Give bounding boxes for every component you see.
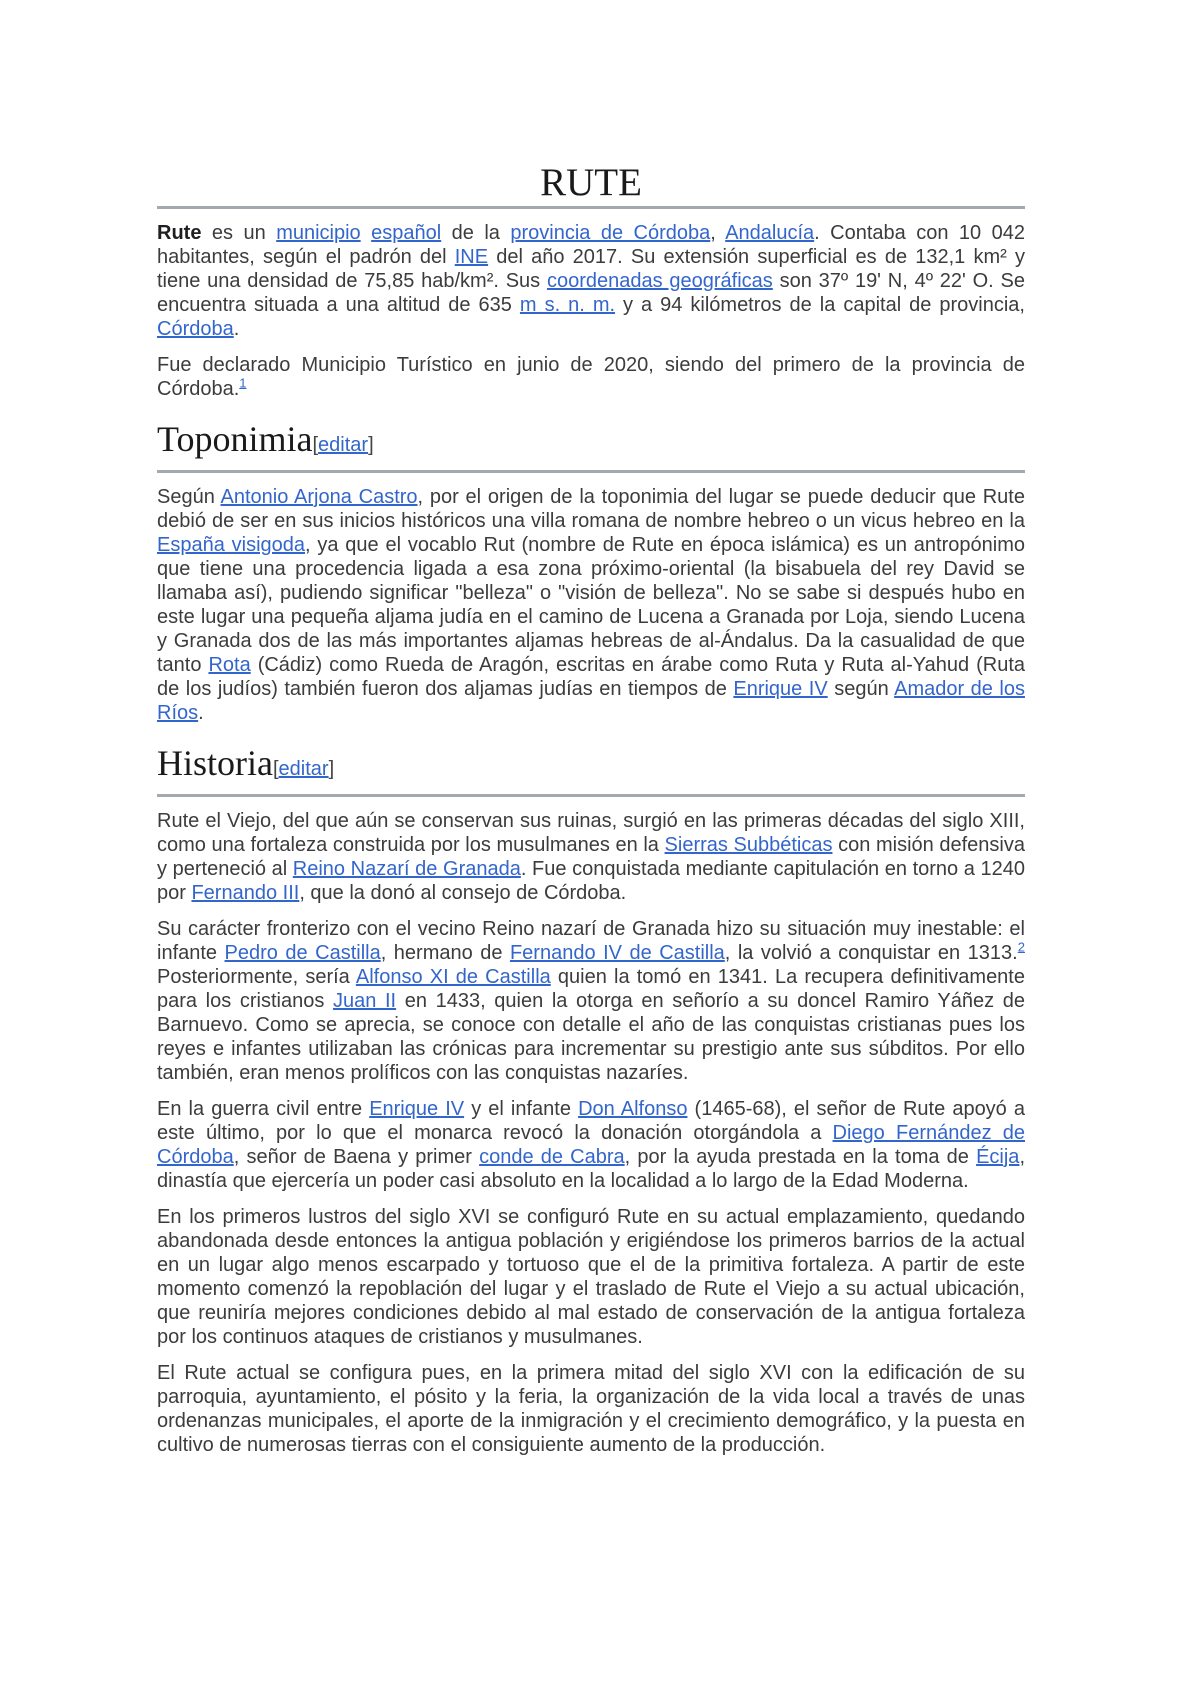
text-run: Según bbox=[157, 486, 221, 508]
paragraph bbox=[157, 485, 1025, 725]
paragraph bbox=[157, 1361, 1025, 1457]
wiki-link[interactable]: Don Alfonso bbox=[578, 1098, 688, 1120]
text-run: Rute el Viejo, del que aún se conservan sus ruinas, surgió en las primeras décadas del siglo XIII, como una fortaleza construida por los musulmanes en la bbox=[157, 810, 1025, 856]
edit-bracket-close: ] bbox=[328, 758, 335, 780]
wiki-link[interactable]: Reino Nazarí de Granada bbox=[292, 858, 521, 880]
text-run: Su carácter fronterizo con el vecino Reino nazarí de Granada hizo su situación muy inestable: el infante bbox=[157, 918, 1025, 964]
paragraph bbox=[157, 809, 1025, 905]
wiki-link[interactable]: Fernando IV de Castilla bbox=[509, 942, 725, 964]
section-heading-historia bbox=[157, 743, 1025, 797]
text-run: es un bbox=[201, 222, 277, 244]
paragraph bbox=[157, 353, 1025, 401]
text-run: , que la donó al consejo de Córdoba. bbox=[299, 882, 627, 904]
edit-bracket-open: [ bbox=[312, 434, 319, 456]
text-run: . bbox=[198, 702, 204, 724]
wiki-link[interactable]: Alfonso XI de Castilla bbox=[355, 966, 551, 988]
wiki-link[interactable]: INE bbox=[454, 246, 489, 268]
wiki-link[interactable]: Écija bbox=[976, 1146, 1020, 1168]
section-toponimia bbox=[157, 419, 1025, 725]
text-run bbox=[361, 222, 371, 244]
wiki-link[interactable]: Pedro de Castilla bbox=[224, 942, 381, 964]
edit-bracket-close: ] bbox=[368, 434, 374, 456]
text-run: , por la ayuda prestada en la toma de bbox=[624, 1146, 977, 1168]
text-run: Fue declarado Municipio Turístico en junio de 2020, siendo del primero de la provincia de Córdoba. bbox=[157, 354, 1025, 400]
text-run: En la guerra civil entre bbox=[157, 1098, 370, 1120]
section-historia bbox=[157, 743, 1025, 1457]
text-run: (1465-68), el señor de Rute apoyó a este último, por lo que el monarca revocó la donación otorgándola a bbox=[157, 1098, 1026, 1144]
text-run: de la bbox=[441, 222, 511, 244]
text-run: quien la tomó en 1341. La recupera definitivamente para los cristianos bbox=[157, 966, 1025, 1012]
edit-link[interactable]: editar bbox=[318, 434, 369, 456]
bold-text: Rute bbox=[157, 222, 202, 244]
paragraph bbox=[157, 221, 1025, 341]
text-run: según bbox=[827, 678, 895, 700]
text-run: , por el origen de la toponimia del lugar se puede deducir que Rute debió de ser en sus inicios históricos una villa romana de nombre hebreo o un vicus hebreo en la bbox=[157, 486, 1025, 532]
text-run: (Cádiz) como Rueda de Aragón, escritas en árabe como Ruta y Ruta al-Yahud (Ruta de los judíos) también fueron dos aljamas judías en tiempos de bbox=[157, 654, 1026, 700]
wiki-link[interactable]: Enrique IV bbox=[369, 1098, 465, 1120]
text-run: , dinastía que ejercería un poder casi absoluto en la localidad a lo largo de la Edad Moderna. bbox=[157, 1146, 1025, 1192]
wiki-link[interactable]: Rota bbox=[208, 654, 251, 676]
section-title: Toponimia bbox=[157, 419, 313, 459]
text-run: , la volvió a conquistar en 1313. bbox=[724, 942, 1018, 964]
text-run: Posteriormente, sería bbox=[157, 966, 356, 988]
wiki-link[interactable]: Diego Fernández de Córdoba bbox=[157, 1122, 1026, 1168]
text-run: en 1433, quien la otorga en señorío a su doncel Ramiro Yáñez de Barnuevo. Como se aprecia, se conoce con detalle el año de las conquistas cristianas pues los reyes e infantes utilizaban las crónicas para incrementar su prestigio ante sus súbditos. Por ello también, eran menos prolíficos con las conquistas nazaríes. bbox=[157, 990, 1025, 1084]
text-run: son 37º 19' N, 4º 22' O. Se encuentra situada a una altitud de 635 bbox=[157, 270, 1025, 316]
wiki-link[interactable]: español bbox=[371, 222, 442, 244]
text-run: , bbox=[710, 222, 726, 244]
text-run: del año 2017. Su extensión superficial es de 132,1 km² y tiene una densidad de 75,85 hab/km². Sus bbox=[157, 246, 1025, 292]
wiki-link[interactable]: Córdoba bbox=[157, 318, 234, 340]
text-run: con misión defensiva y perteneció al bbox=[157, 834, 1025, 880]
section-heading-toponimia bbox=[157, 419, 1025, 473]
section-intro bbox=[157, 221, 1025, 401]
text-run: . bbox=[233, 318, 240, 340]
edit-section bbox=[273, 758, 334, 780]
paragraph bbox=[157, 1205, 1025, 1349]
text-run: , hermano de bbox=[380, 942, 510, 964]
wiki-link[interactable]: Juan II bbox=[332, 990, 397, 1012]
reference-link[interactable]: 2 bbox=[1017, 939, 1025, 955]
text-run: . Fue conquistada mediante capitulación en torno a 1240 por bbox=[157, 858, 1025, 904]
wiki-link[interactable]: Antonio Arjona Castro bbox=[220, 486, 418, 508]
edit-bracket-open: [ bbox=[272, 758, 279, 780]
text-run: El Rute actual se configura pues, en la primera mitad del siglo XVI con la edificación de su parroquia, ayuntamiento, el pósito y la feria, la organización de la vida local a través de unas ordenanzas municipales, el aporte de la inmigración y el crecimiento demográfico, y la puesta en cultivo de numerosas tierras con el consiguiente aumento de la producción. bbox=[157, 1362, 1025, 1456]
page-title: RUTE bbox=[157, 162, 1025, 209]
article-body bbox=[157, 221, 1025, 1457]
edit-section bbox=[312, 434, 373, 456]
text-run: . Contaba con 10 042 habitantes, según el padrón del bbox=[157, 222, 1025, 268]
text-run: , ya que el vocablo Rut (nombre de Rute en época islámica) es un antropónimo que tiene una procedencia ligada a esa zona próximo-oriental (la bisabuela del rey David se llamaba así), pudiendo significar "belleza" o "visión de belleza". No se sabe si después hubo en este lugar una pequeña aljama judía en el camino de Lucena a Granada por Loja, siendo Lucena y Granada dos de las más importantes aljamas hebreas de al-Ándalus. Da la casualidad de que tanto bbox=[157, 534, 1025, 676]
wiki-link[interactable]: coordenadas geográficas bbox=[546, 270, 773, 292]
text-run: , señor de Baena y primer bbox=[233, 1146, 480, 1168]
wiki-link[interactable]: Fernando III bbox=[191, 882, 300, 904]
wiki-link[interactable]: conde de Cabra bbox=[479, 1146, 625, 1168]
wiki-link[interactable]: m s. n. m. bbox=[519, 294, 616, 316]
wiki-link[interactable]: Sierras Subbéticas bbox=[664, 834, 833, 856]
reference-link[interactable]: 1 bbox=[239, 375, 247, 391]
edit-link[interactable]: editar bbox=[278, 758, 329, 780]
reference-marker bbox=[239, 375, 246, 390]
wiki-link[interactable]: Andalucía bbox=[725, 222, 815, 244]
section-title: Historia bbox=[157, 743, 273, 783]
wiki-link[interactable]: municipio bbox=[276, 222, 361, 244]
wiki-link[interactable]: España visigoda bbox=[157, 534, 306, 556]
paragraph bbox=[157, 917, 1025, 1085]
text-run: y a 94 kilómetros de la capital de provincia, bbox=[615, 294, 1025, 316]
text-run: y el infante bbox=[464, 1098, 579, 1120]
wiki-link[interactable]: Amador de los Ríos bbox=[157, 678, 1025, 724]
paragraph bbox=[157, 1097, 1025, 1193]
text-run: En los primeros lustros del siglo XVI se configuró Rute en su actual emplazamiento, quedando abandonada desde entonces la antigua población y erigiéndose los primeros barrios de la actual en un lugar algo menos escarpado y tortuoso que el de la primitiva fortaleza. A partir de este momento comenzó la repoblación del lugar y el traslado de Rute el Viejo a su actual ubicación, que reuniría mejores condiciones debido al mal estado de conservación de la antigua fortaleza por los continuos ataques de cristianos y musulmanes. bbox=[157, 1206, 1025, 1348]
reference-marker bbox=[1018, 939, 1025, 954]
wiki-link[interactable]: provincia de Córdoba bbox=[510, 222, 711, 244]
wiki-link[interactable]: Enrique IV bbox=[733, 678, 828, 700]
